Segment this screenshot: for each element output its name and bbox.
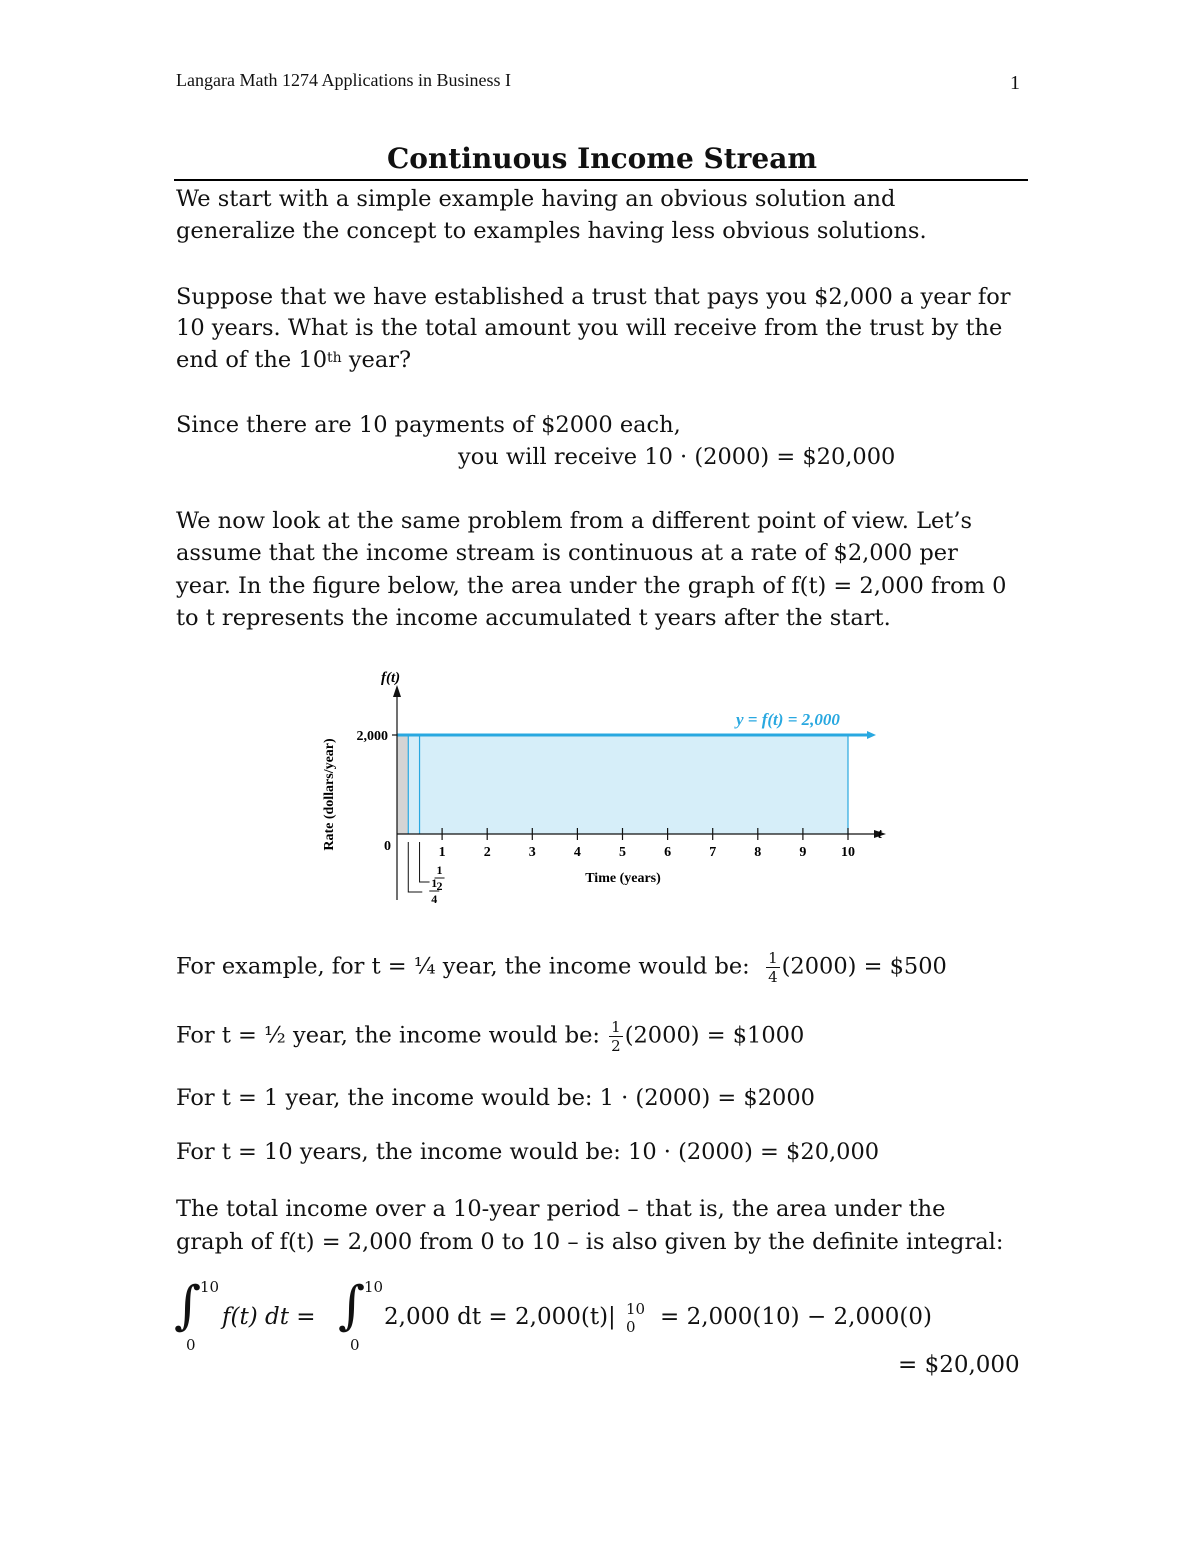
- curve-label: y = f(t) = 2,000: [736, 710, 840, 729]
- example-line-4: For t = 10 years, the income would be: 10 · (2000) = $20,000: [176, 1139, 880, 1165]
- suppose-line-3: end of the 10th year?: [176, 347, 412, 373]
- income-chart: [0, 655, 1200, 915]
- y-axis-label: Rate (dollars/year): [322, 738, 337, 851]
- y-axis-arrow: [393, 685, 401, 697]
- half-year-bracket: [420, 842, 430, 882]
- fraction-one-half: $\frac{1}{2}$: [611, 1018, 621, 1055]
- x-tick-label: 8: [754, 845, 762, 860]
- integral-sign-2: ∫: [338, 1276, 366, 1336]
- x-tick-label: 7: [709, 845, 717, 860]
- x-tick-label: 1: [438, 845, 446, 860]
- example-line-1: For example, for t = ¼ year, the income would be: $\frac{1}{4}$ (2000) = $500: [176, 949, 947, 986]
- x-tick-label: 5: [619, 845, 626, 860]
- page-number: 1: [1010, 72, 1020, 94]
- intro-line-2: generalize the concept to examples having less obvious solutions.: [176, 218, 927, 244]
- integral-expr-3: = 2,000(10) − 2,000(0): [660, 1304, 932, 1330]
- since-line-2: you will receive 10 · (2000) = $20,000: [458, 444, 896, 470]
- integral-expr-1: f(t) dt =: [222, 1304, 316, 1330]
- x-tick-label: 9: [799, 845, 807, 860]
- view-line-4: to t represents the income accumulated t years after the start.: [176, 605, 891, 631]
- quarter-label-denominator: 4: [431, 892, 438, 906]
- view-line-3: year. In the figure below, the area under the graph of f(t) = 2,000 from 0: [176, 573, 1007, 599]
- example-line-3: For t = 1 year, the income would be: 1 · (2000) = $2000: [176, 1085, 815, 1111]
- eval-upper: 10: [626, 1300, 646, 1318]
- eval-lower: 0: [626, 1318, 636, 1336]
- x-tick-label: 2: [483, 845, 491, 860]
- fraction-one-quarter: $\frac{1}{4}$: [768, 949, 778, 986]
- quarter-year-bracket: [408, 842, 422, 892]
- total-line-1: The total income over a 10-year period – that is, the area under the: [176, 1196, 946, 1222]
- half-label-denominator: 2: [436, 879, 443, 893]
- origin-label: 0: [384, 839, 391, 854]
- integral-1-upper: 10: [200, 1278, 220, 1296]
- y-tick-label: 2,000: [356, 729, 388, 744]
- title-rule: [174, 179, 1028, 181]
- y-function-label: f(t): [381, 670, 401, 686]
- total-line-2: graph of f(t) = 2,000 from 0 to 10 – is also given by the definite integral:: [176, 1229, 1004, 1255]
- intro-line-1: We start with a simple example having an obvious solution and: [176, 186, 896, 212]
- x-tick-label: 10: [841, 845, 855, 860]
- x-tick-label: 3: [528, 845, 536, 860]
- view-line-2: assume that the income stream is continuous at a rate of $2,000 per: [176, 540, 958, 566]
- x-tick-label: 6: [664, 845, 672, 860]
- view-line-1: We now look at the same problem from a different point of view. Let’s: [176, 508, 973, 534]
- integral-2-lower: 0: [350, 1336, 360, 1354]
- half-label-numerator: 1: [436, 863, 443, 877]
- integral-expr-2: 2,000 dt = 2,000(t)|: [384, 1304, 616, 1330]
- x-axis-label: Time (years): [585, 871, 661, 886]
- rate-line-arrow: [867, 731, 876, 739]
- quarter-label-numerator: 1: [431, 876, 438, 890]
- integral-sign-1: ∫: [174, 1276, 202, 1336]
- example-line-2: For t = ½ year, the income would be: $\frac{1}{2}$ (2000) = $1000: [176, 1018, 805, 1055]
- x-axis-var: t: [878, 827, 882, 842]
- income-area: [397, 735, 848, 834]
- header-course-title: Langara Math 1274 Applications in Business I: [176, 70, 511, 90]
- definite-integral: [176, 1278, 1036, 1358]
- suppose-line-1: Suppose that we have established a trust that pays you $2,000 a year for: [176, 284, 1011, 310]
- suppose-line-2: 10 years. What is the total amount you will receive from the trust by the: [176, 315, 1003, 341]
- integral-result: = $20,000: [898, 1352, 1020, 1378]
- integral-2-upper: 10: [364, 1278, 384, 1296]
- page-title: Continuous Income Stream: [386, 142, 817, 175]
- quarter-year-area: [397, 735, 408, 834]
- integral-1-lower: 0: [186, 1336, 196, 1354]
- x-tick-label: 4: [573, 845, 581, 860]
- since-line-1: Since there are 10 payments of $2000 each,: [176, 412, 681, 438]
